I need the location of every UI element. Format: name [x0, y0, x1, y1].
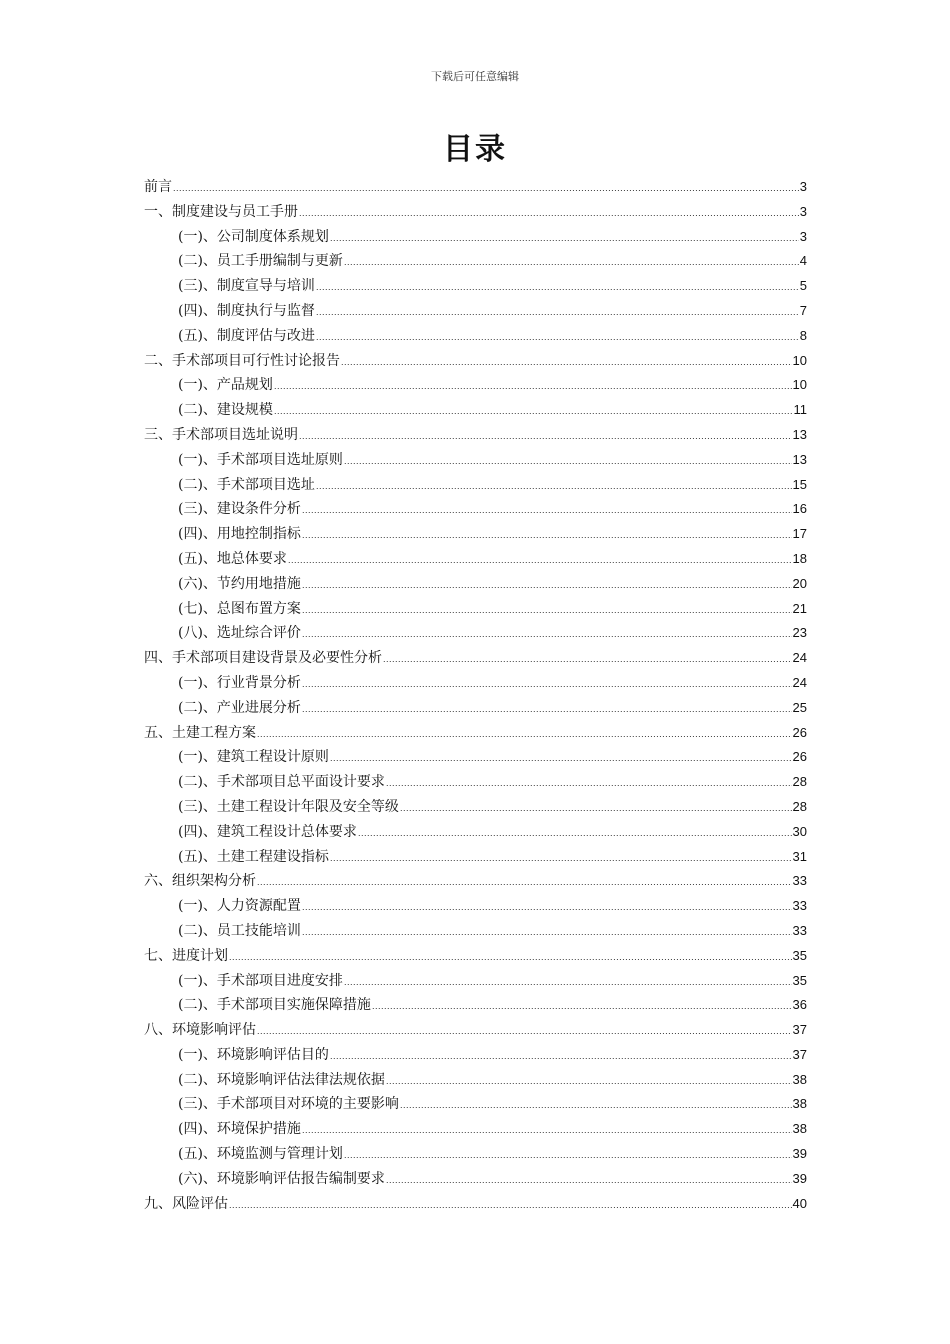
toc-dot-leader — [344, 1143, 792, 1168]
toc-entry-page-number: 17 — [792, 526, 807, 542]
toc-entry[interactable] — [144, 745, 807, 770]
toc-dot-leader — [302, 1118, 792, 1143]
toc-dot-leader — [302, 573, 792, 598]
table-of-contents — [144, 175, 807, 1216]
toc-entry[interactable] — [144, 299, 807, 324]
toc-entry[interactable] — [144, 1068, 807, 1093]
toc-entry[interactable] — [144, 448, 807, 473]
toc-entry-label: (二)、产业进展分析 — [178, 699, 301, 716]
toc-dot-leader — [257, 870, 792, 895]
toc-entry-page-number: 15 — [792, 476, 807, 492]
toc-dot-leader — [302, 598, 792, 623]
toc-entry[interactable] — [144, 200, 807, 225]
toc-dot-leader — [341, 350, 792, 375]
toc-entry-page-number: 37 — [792, 1022, 807, 1038]
toc-entry-label: (五)、环境监测与管理计划 — [178, 1146, 343, 1163]
toc-entry-page-number: 16 — [792, 501, 807, 517]
toc-dot-leader — [316, 325, 799, 350]
toc-entry[interactable] — [144, 572, 807, 597]
toc-entry[interactable] — [144, 894, 807, 919]
toc-entry-label: (二)、手术部项目选址 — [178, 476, 315, 493]
toc-entry-label: (一)、环境影响评估目的 — [178, 1046, 329, 1063]
toc-entry-label: (六)、环境影响评估报告编制要求 — [178, 1170, 385, 1187]
toc-dot-leader — [400, 796, 792, 821]
toc-entry-label: 前言 — [144, 179, 172, 195]
toc-entry-page-number: 33 — [792, 898, 807, 914]
toc-dot-leader — [274, 399, 793, 424]
toc-entry-label: (一)、人力资源配置 — [178, 898, 301, 915]
toc-entry-label: 一、制度建设与员工手册 — [144, 203, 298, 220]
toc-entry-page-number: 20 — [792, 575, 807, 591]
toc-entry-page-number: 21 — [792, 600, 807, 616]
toc-entry-label: (二)、员工手册编制与更新 — [178, 253, 343, 270]
header-note: 下载后可任意编辑 — [431, 70, 519, 83]
toc-entry-label: 八、环境影响评估 — [144, 1022, 256, 1039]
toc-entry-label: (二)、员工技能培训 — [178, 922, 301, 939]
toc-entry-page-number: 30 — [792, 823, 807, 839]
toc-dot-leader — [302, 498, 792, 523]
toc-entry[interactable] — [144, 249, 807, 274]
toc-dot-leader — [302, 895, 792, 920]
toc-entry-page-number: 10 — [792, 377, 807, 393]
toc-dot-leader — [344, 449, 792, 474]
toc-entry[interactable] — [144, 1092, 807, 1117]
toc-entry-page-number: 5 — [799, 278, 807, 294]
toc-entry[interactable] — [144, 1043, 807, 1068]
toc-entry-page-number: 10 — [792, 352, 807, 368]
toc-entry[interactable] — [144, 1018, 807, 1043]
toc-dot-leader — [302, 523, 792, 548]
toc-entry[interactable] — [144, 621, 807, 646]
toc-entry-page-number: 37 — [792, 1046, 807, 1062]
toc-dot-leader — [344, 250, 799, 275]
toc-entry[interactable] — [144, 423, 807, 448]
toc-entry-label: (二)、手术部项目实施保障措施 — [178, 997, 371, 1014]
toc-entry-page-number: 28 — [792, 774, 807, 790]
toc-dot-leader — [344, 970, 792, 995]
toc-dot-leader — [330, 1044, 792, 1069]
toc-entry-label: (三)、建设条件分析 — [178, 501, 301, 518]
toc-dot-leader — [330, 226, 799, 251]
toc-dot-leader — [358, 821, 792, 846]
toc-entry[interactable] — [144, 869, 807, 894]
toc-entry-page-number: 4 — [799, 253, 807, 269]
toc-dot-leader — [229, 945, 792, 970]
toc-dot-leader — [299, 424, 792, 449]
toc-title: 目录 — [443, 132, 507, 167]
toc-dot-leader — [274, 374, 792, 399]
toc-dot-leader — [173, 176, 799, 201]
toc-entry[interactable] — [144, 225, 807, 250]
toc-entry[interactable] — [144, 671, 807, 696]
toc-entry-page-number: 26 — [792, 749, 807, 765]
toc-entry-page-number: 3 — [799, 203, 807, 219]
toc-entry-label: 七、进度计划 — [144, 947, 228, 964]
toc-entry-page-number: 35 — [792, 972, 807, 988]
toc-entry[interactable] — [144, 324, 807, 349]
toc-entry[interactable] — [144, 547, 807, 572]
toc-dot-leader — [302, 672, 792, 697]
toc-entry-label: (一)、行业背景分析 — [178, 674, 301, 691]
toc-entry-page-number: 35 — [792, 947, 807, 963]
toc-entry-label: 四、手术部项目建设背景及必要性分析 — [144, 650, 382, 667]
toc-entry-label: (一)、手术部项目进度安排 — [178, 972, 343, 989]
toc-entry-label: (五)、土建工程建设指标 — [178, 848, 329, 865]
toc-entry-label: (四)、用地控制指标 — [178, 526, 301, 543]
toc-entry-label: (三)、制度宣导与培训 — [178, 278, 315, 295]
toc-entry-page-number: 31 — [792, 848, 807, 864]
toc-entry-label: 五、土建工程方案 — [144, 724, 256, 741]
toc-entry-page-number: 38 — [792, 1096, 807, 1112]
toc-entry[interactable] — [144, 373, 807, 398]
toc-entry[interactable] — [144, 795, 807, 820]
toc-entry-label: (二)、环境影响评估法律法规依据 — [178, 1071, 385, 1088]
toc-entry-page-number: 39 — [792, 1146, 807, 1162]
toc-dot-leader — [400, 1093, 792, 1118]
toc-entry[interactable] — [144, 969, 807, 994]
toc-entry-label: (四)、环境保护措施 — [178, 1121, 301, 1138]
toc-entry-page-number: 36 — [792, 997, 807, 1013]
toc-entry-page-number: 33 — [792, 873, 807, 889]
toc-entry-label: 三、手术部项目选址说明 — [144, 426, 298, 443]
toc-dot-leader — [330, 846, 792, 871]
toc-entry[interactable] — [144, 274, 807, 299]
toc-entry-page-number: 24 — [792, 674, 807, 690]
toc-dot-leader — [386, 1168, 792, 1193]
toc-entry-page-number: 25 — [792, 699, 807, 715]
toc-entry[interactable] — [144, 696, 807, 721]
toc-dot-leader — [372, 994, 792, 1019]
toc-entry-label: (一)、公司制度体系规划 — [178, 228, 329, 245]
toc-dot-leader — [257, 722, 792, 747]
toc-dot-leader — [316, 300, 799, 325]
toc-entry-page-number: 38 — [792, 1071, 807, 1087]
toc-entry[interactable] — [144, 1117, 807, 1142]
toc-entry[interactable] — [144, 1167, 807, 1192]
toc-dot-leader — [386, 1069, 792, 1094]
toc-entry-page-number: 23 — [792, 625, 807, 641]
toc-dot-leader — [302, 697, 792, 722]
toc-entry[interactable] — [144, 646, 807, 671]
toc-entry[interactable] — [144, 721, 807, 746]
toc-entry-label: (四)、建筑工程设计总体要求 — [178, 823, 357, 840]
toc-entry-label: 九、风险评估 — [144, 1195, 228, 1212]
toc-entry-label: (一)、产品规划 — [178, 377, 273, 394]
toc-entry[interactable] — [144, 1192, 807, 1217]
toc-dot-leader — [316, 275, 799, 300]
toc-entry-label: (三)、手术部项目对环境的主要影响 — [178, 1096, 399, 1113]
toc-entry-label: (二)、建设规模 — [178, 402, 273, 419]
toc-entry-label: (五)、制度评估与改进 — [178, 327, 315, 344]
toc-dot-leader — [257, 1019, 792, 1044]
toc-entry[interactable] — [144, 497, 807, 522]
toc-entry-page-number: 38 — [792, 1121, 807, 1137]
toc-entry[interactable] — [144, 845, 807, 870]
toc-entry-label: (一)、建筑工程设计原则 — [178, 749, 329, 766]
toc-entry[interactable] — [144, 770, 807, 795]
toc-dot-leader — [383, 647, 792, 672]
toc-entry-label: (一)、手术部项目选址原则 — [178, 451, 343, 468]
toc-entry[interactable] — [144, 175, 807, 200]
toc-entry-page-number: 26 — [792, 724, 807, 740]
toc-entry-page-number: 40 — [792, 1195, 807, 1211]
toc-dot-leader — [302, 622, 792, 647]
toc-entry[interactable] — [144, 1142, 807, 1167]
toc-entry-page-number: 3 — [799, 228, 807, 244]
toc-entry-page-number: 13 — [792, 426, 807, 442]
toc-dot-leader — [229, 1193, 792, 1218]
toc-entry[interactable] — [144, 398, 807, 423]
toc-dot-leader — [316, 474, 792, 499]
toc-dot-leader — [386, 771, 792, 796]
toc-entry-page-number: 11 — [793, 402, 807, 418]
toc-entry-label: 二、手术部项目可行性讨论报告 — [144, 352, 340, 369]
toc-entry[interactable] — [144, 473, 807, 498]
toc-entry-page-number: 3 — [799, 179, 807, 194]
toc-entry[interactable] — [144, 919, 807, 944]
toc-entry-page-number: 28 — [792, 798, 807, 814]
toc-entry-page-number: 7 — [799, 302, 807, 318]
toc-dot-leader — [299, 201, 799, 226]
toc-entry-label: (三)、土建工程设计年限及安全等级 — [178, 798, 399, 815]
toc-entry[interactable] — [144, 820, 807, 845]
toc-entry-label: (八)、选址综合评价 — [178, 625, 301, 642]
toc-entry-label: (七)、总图布置方案 — [178, 600, 301, 617]
toc-entry-page-number: 8 — [799, 327, 807, 343]
toc-entry-page-number: 18 — [792, 550, 807, 566]
toc-entry-label: (五)、地总体要求 — [178, 550, 287, 567]
toc-entry-page-number: 39 — [792, 1170, 807, 1186]
toc-entry-page-number: 33 — [792, 922, 807, 938]
toc-entry-label: 六、组织架构分析 — [144, 873, 256, 890]
toc-entry-page-number: 13 — [792, 451, 807, 467]
toc-dot-leader — [288, 548, 792, 573]
toc-entry[interactable] — [144, 597, 807, 622]
toc-dot-leader — [330, 746, 792, 771]
toc-entry-label: (二)、手术部项目总平面设计要求 — [178, 774, 385, 791]
toc-entry-page-number: 24 — [792, 650, 807, 666]
toc-entry[interactable] — [144, 522, 807, 547]
toc-dot-leader — [302, 920, 792, 945]
toc-entry[interactable] — [144, 993, 807, 1018]
toc-entry-label: (四)、制度执行与监督 — [178, 302, 315, 319]
toc-entry[interactable] — [144, 944, 807, 969]
toc-entry-label: (六)、节约用地措施 — [178, 575, 301, 592]
toc-entry[interactable] — [144, 349, 807, 374]
